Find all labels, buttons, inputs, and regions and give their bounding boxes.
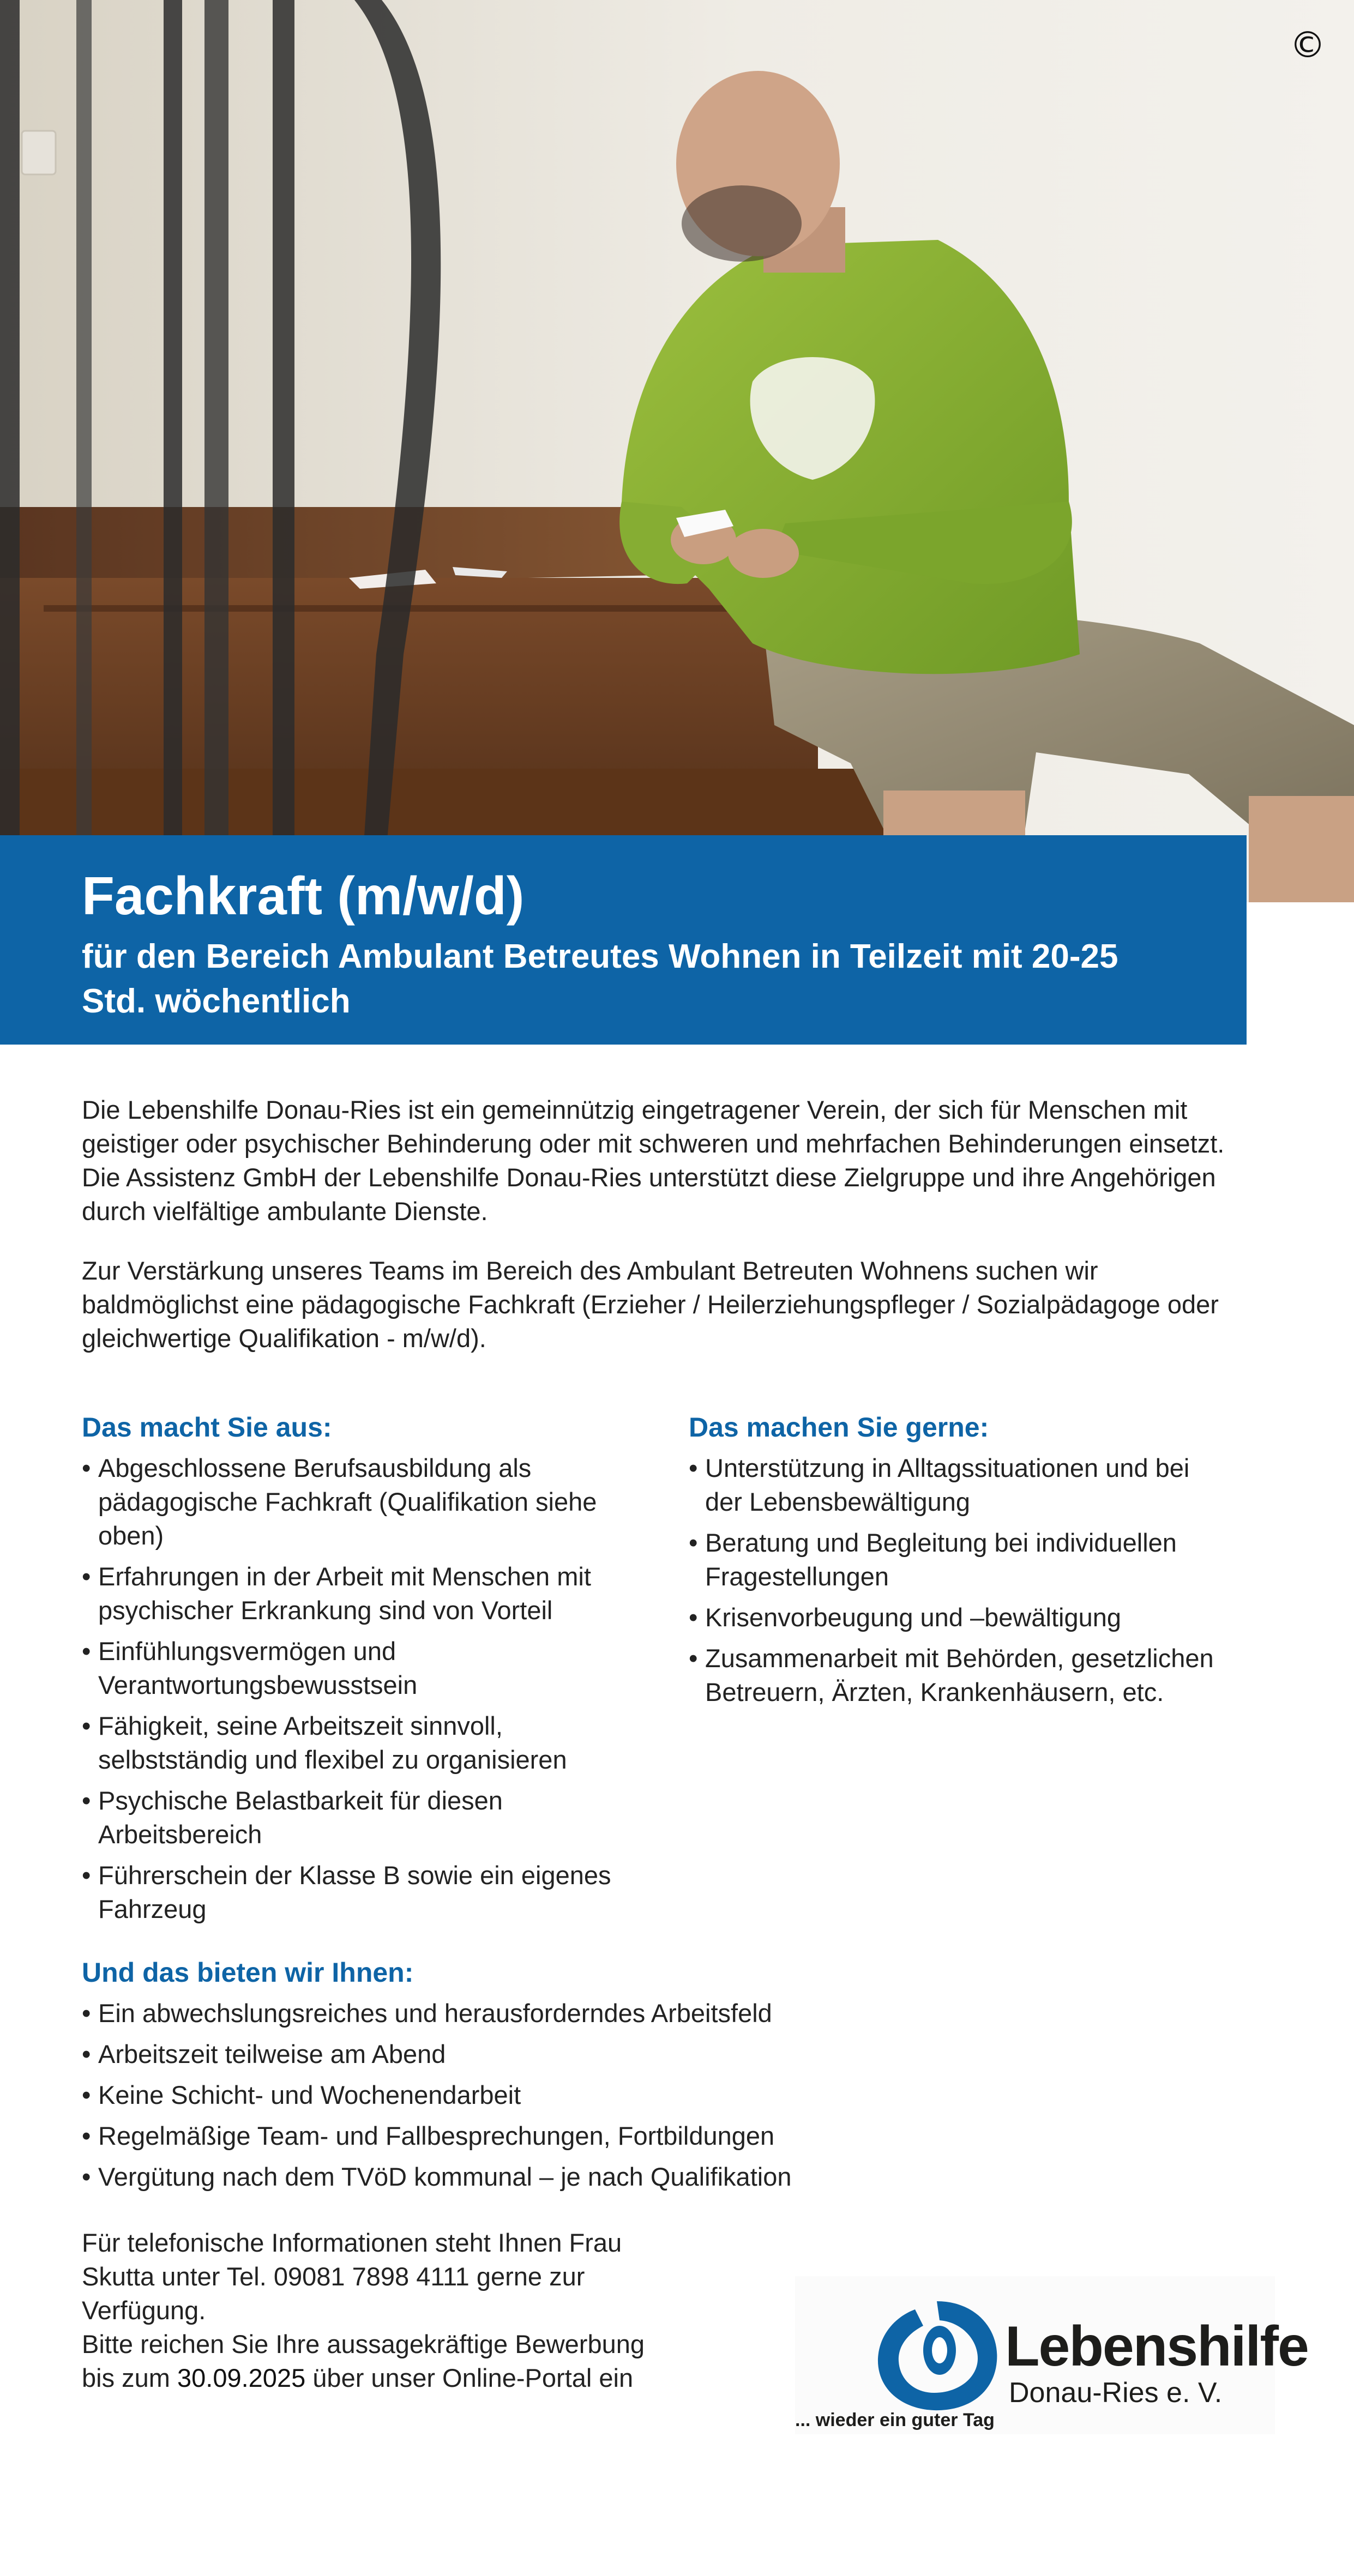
list-item: • Arbeitszeit teilweise am Abend: [82, 2037, 1063, 2071]
list-item: • Vergütung nach dem TVöD kommunal – je nach Qualifikation: [82, 2160, 1063, 2194]
contact-line: Für telefonische Informationen steht Ihnen Frau: [82, 2228, 622, 2257]
list-item: [689, 1601, 1289, 1634]
list-item-line: Arbeitsbereich: [98, 1820, 262, 1849]
tasks-list: [689, 1451, 1289, 1709]
logo-tagline: ... wieder ein guter Tag: [795, 2410, 995, 2430]
list-item: [82, 1784, 671, 1851]
logo-region: Donau-Ries e. V.: [1009, 2377, 1223, 2409]
contact-line: [82, 2361, 791, 2395]
man-sorting-papers-on-stairs-photo: [0, 0, 1354, 902]
list-item: [689, 1451, 1289, 1519]
intro-line: gleichwertige Qualifikation - m/w/d).: [82, 1324, 486, 1353]
copyright-icon: ©: [1290, 24, 1326, 66]
contact-line-suffix: über unser Online-Portal ein: [305, 2363, 634, 2392]
job-subtitle-line: Std. wöchentlich: [82, 982, 351, 1020]
list-item-line: der Lebensbewältigung: [705, 1487, 971, 1516]
list-item: [689, 1526, 1289, 1594]
list-item-line: • Krisenvorbeugung und –bewältigung: [705, 1603, 1122, 1632]
intro-paragraph-1: [82, 1093, 1271, 1228]
contact-info: [82, 2226, 791, 2395]
list-item: [82, 1859, 671, 1926]
hero-photo: [0, 0, 1354, 902]
contact-line: Verfügung.: [82, 2296, 206, 2325]
list-item: [82, 1560, 671, 1627]
list-item-line: • Psychische Belastbarkeit für diesen: [98, 1786, 503, 1815]
list-item-line: oben): [98, 1521, 164, 1550]
contact-line-prefix: bis zum: [82, 2363, 177, 2392]
logo-brand: Lebenshilfe: [1005, 2315, 1308, 2378]
intro-line: baldmöglichst eine pädagogische Fachkraft (Erzieher / Heilerziehungspfleger / Sozialpädagoge oder: [82, 1290, 1219, 1319]
lebenshilfe-logo-icon: [871, 2296, 1002, 2416]
list-item-line: • Zusammenarbeit mit Behörden, gesetzlichen: [705, 1644, 1214, 1673]
list-item-line: • Erfahrungen in der Arbeit mit Menschen mit: [98, 1562, 591, 1591]
intro-paragraph-2: [82, 1254, 1271, 1355]
list-item-line: selbstständig und flexibel zu organisieren: [98, 1745, 567, 1774]
intro-line: Die Lebenshilfe Donau-Ries ist ein gemeinnützig eingetragener Verein, der sich für Menschen mit: [82, 1095, 1188, 1124]
profile-list: [82, 1451, 671, 1926]
offer-heading: Und das bieten wir Ihnen:: [82, 1957, 414, 1988]
intro-line: durch vielfältige ambulante Dienste.: [82, 1197, 488, 1226]
profile-heading: Das macht Sie aus:: [82, 1412, 332, 1443]
list-item-line: • Führerschein der Klasse B sowie ein eigenes: [98, 1861, 611, 1890]
contact-line: Bitte reichen Sie Ihre aussagekräftige Bewerbung: [82, 2330, 645, 2358]
list-item-line: • Abgeschlossene Berufsausbildung als: [98, 1453, 532, 1482]
list-item: • Ein abwechslungsreiches und herausforderndes Arbeitsfeld: [82, 1996, 1063, 2030]
lebenshilfe-logo: [795, 2276, 1308, 2434]
list-item: • Keine Schicht- und Wochenendarbeit: [82, 2078, 1063, 2112]
tasks-heading: Das machen Sie gerne:: [689, 1412, 989, 1443]
contact-line: Skutta unter Tel. 09081 7898 4111 gerne zur: [82, 2262, 585, 2291]
list-item-line: Verantwortungsbewusstsein: [98, 1670, 418, 1699]
list-item-line: • Einfühlungsvermögen und: [98, 1637, 396, 1666]
list-item: [82, 1709, 671, 1777]
list-item: [82, 1634, 671, 1702]
list-item: [82, 1451, 671, 1553]
list-item-line: Betreuern, Ärzten, Krankenhäusern, etc.: [705, 1678, 1164, 1706]
job-subtitle: [82, 934, 1165, 1024]
list-item-line: • Unterstützung in Alltagssituationen und bei: [705, 1453, 1190, 1482]
offer-section: [82, 1956, 1063, 2201]
offer-list: [82, 1996, 1063, 2194]
list-item-line: Fragestellungen: [705, 1562, 889, 1591]
list-item: • Regelmäßige Team- und Fallbesprechungen, Fortbildungen: [82, 2119, 1063, 2153]
list-item-line: Fahrzeug: [98, 1895, 207, 1923]
list-item: [689, 1642, 1289, 1709]
list-item-line: pädagogische Fachkraft (Qualifikation siehe: [98, 1487, 597, 1516]
job-subtitle-line: für den Bereich Ambulant Betreutes Wohnen in Teilzeit mit 20-25: [82, 937, 1118, 975]
profile-section: [82, 1411, 671, 1933]
application-deadline: 30.09.2025: [177, 2363, 306, 2392]
intro-line: Zur Verstärkung unseres Teams im Bereich des Ambulant Betreuten Wohnens suchen wir: [82, 1256, 1098, 1285]
intro-line: geistiger oder psychischer Behinderung oder mit schweren und mehrfachen Behinderungen einsetzt.: [82, 1129, 1225, 1158]
job-title: Fachkraft (m/w/d): [82, 866, 525, 926]
intro-line: Die Assistenz GmbH der Lebenshilfe Donau-Ries unterstützt diese Zielgruppe und ihre Angehörigen: [82, 1163, 1216, 1192]
list-item-line: • Fähigkeit, seine Arbeitszeit sinnvoll,: [98, 1711, 503, 1740]
title-banner: [0, 835, 1247, 1045]
list-item-line: psychischer Erkrankung sind von Vorteil: [98, 1596, 553, 1625]
list-item-line: • Beratung und Begleitung bei individuellen: [705, 1528, 1177, 1557]
tasks-section: [689, 1411, 1289, 1716]
